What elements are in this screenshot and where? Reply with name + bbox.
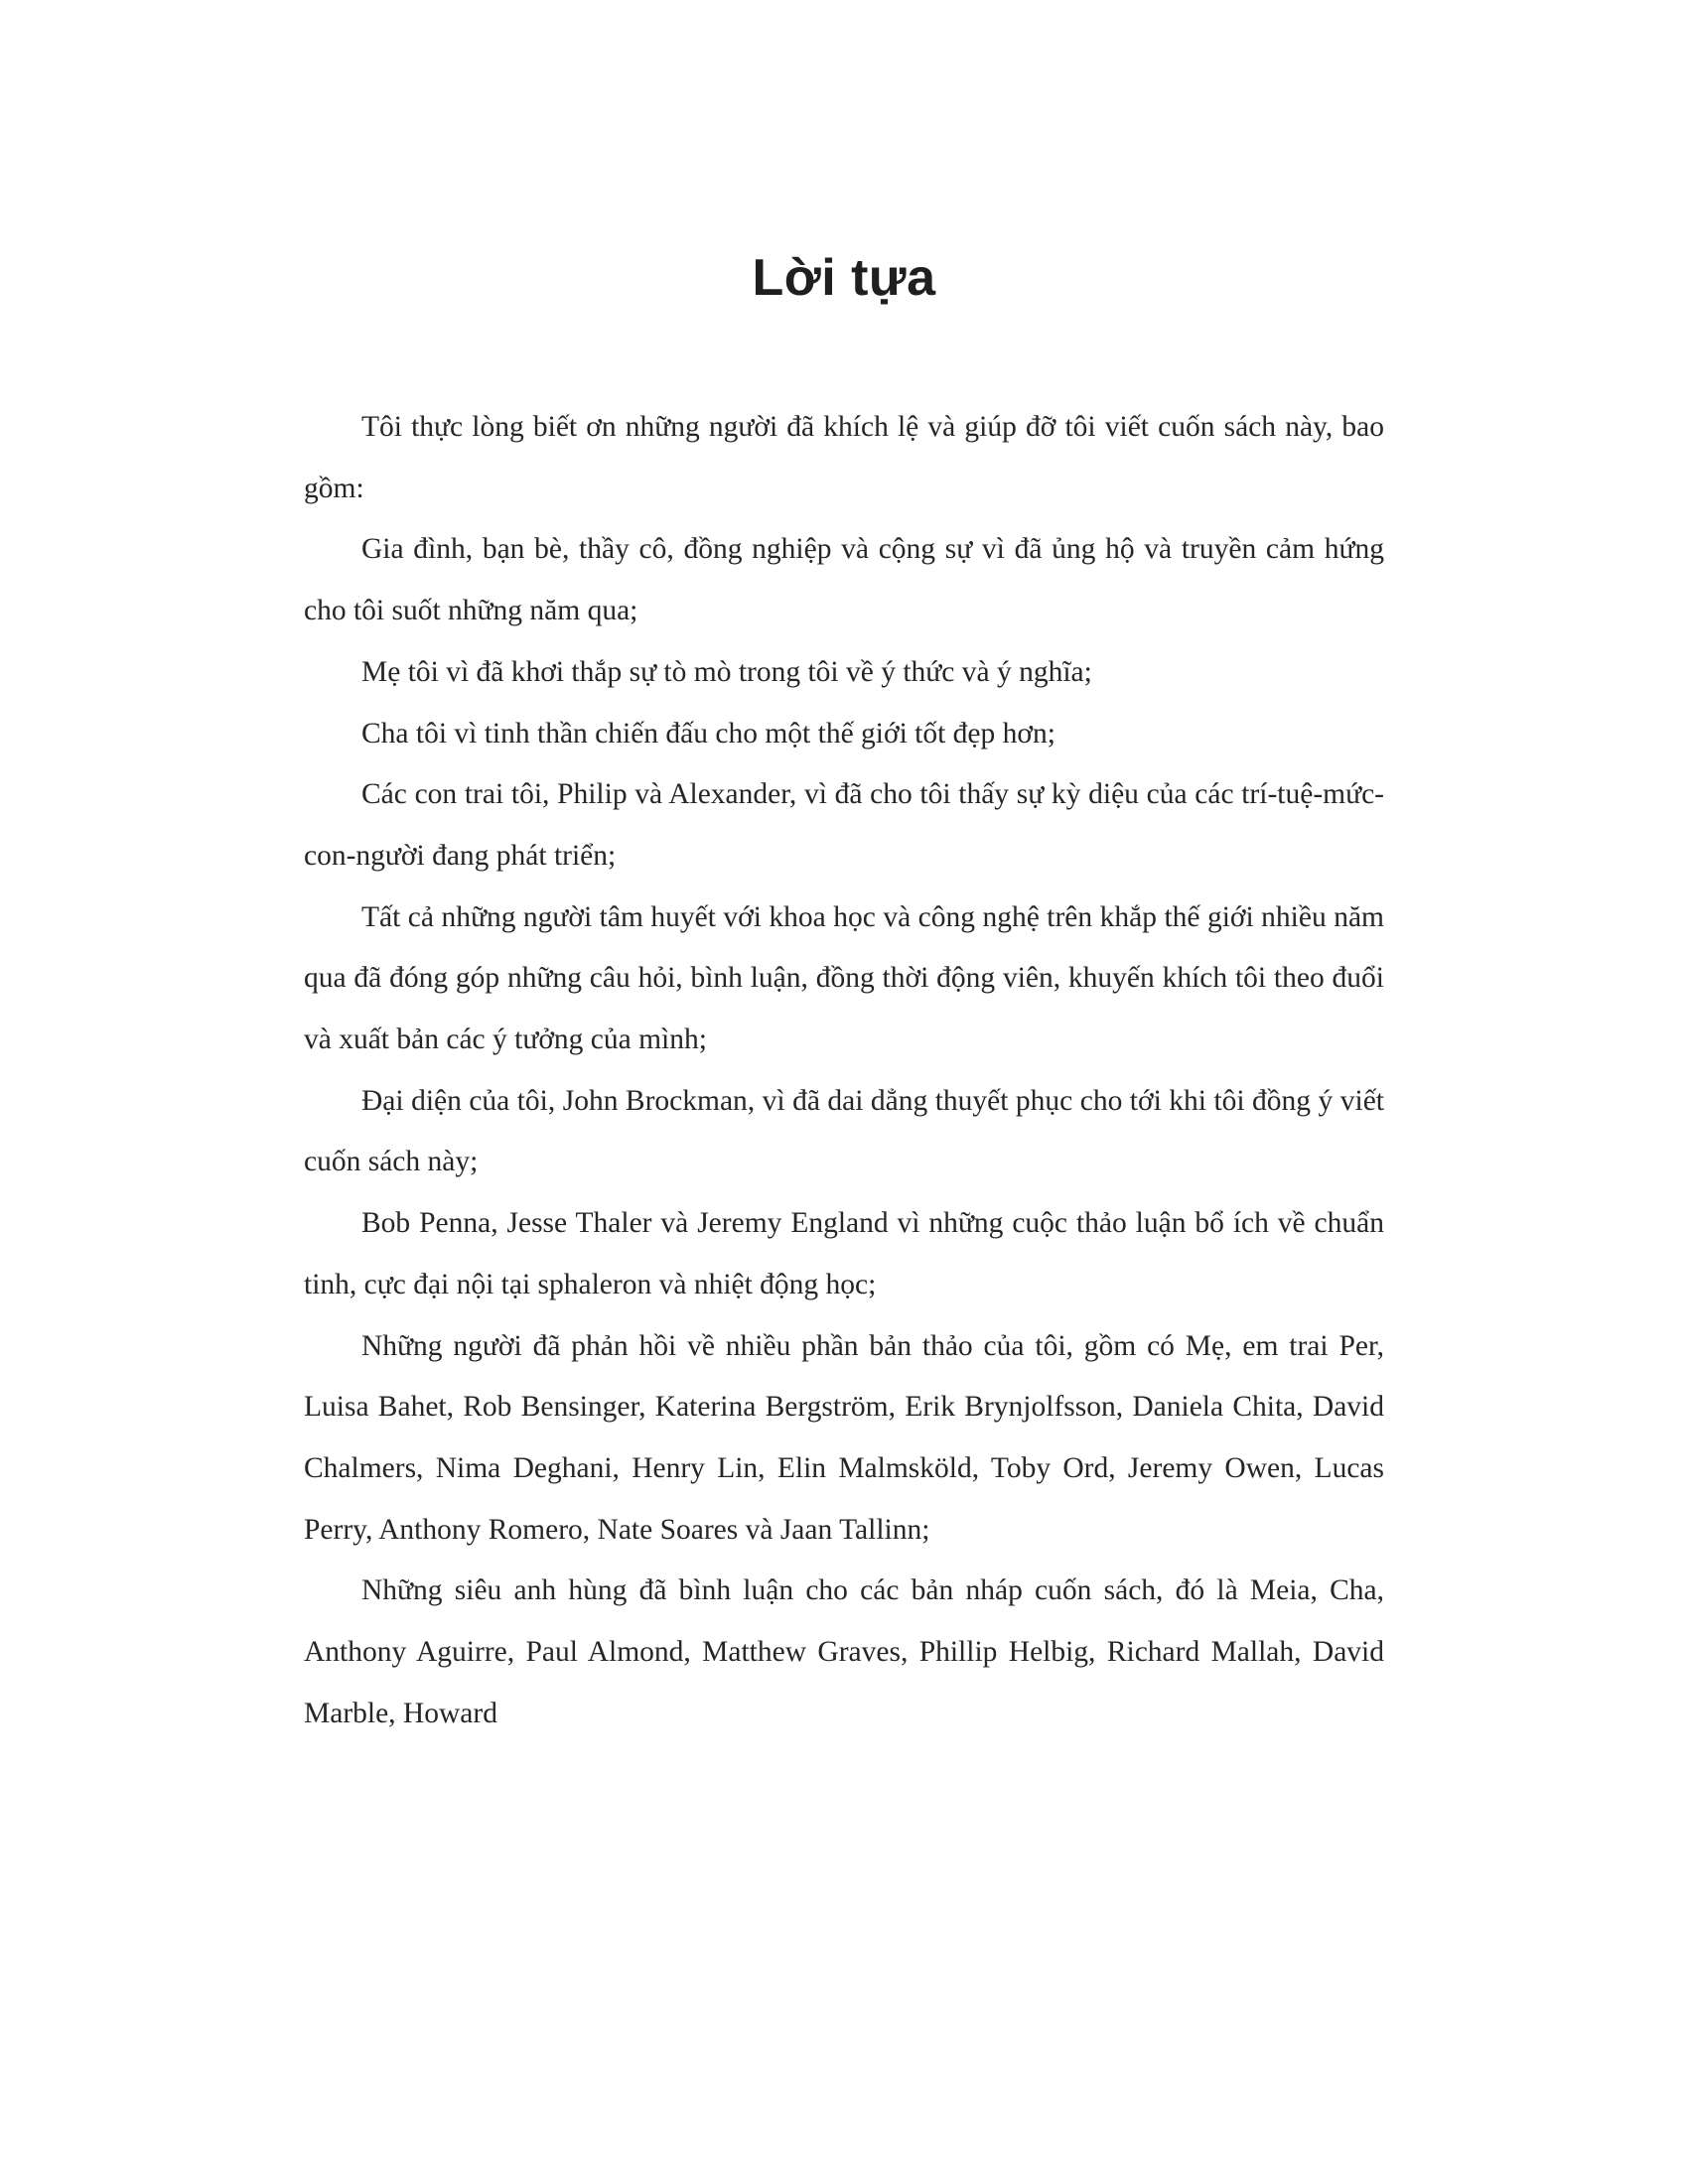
paragraph: Gia đình, bạn bè, thầy cô, đồng nghiệp và cộng sự vì đã ủng hộ và truyền cảm hứng cho tôi suốt những năm qua; [304, 533, 1384, 627]
paragraph: Đại diện của tôi, John Brockman, vì đã dai dẳng thuyết phục cho tới khi tôi đồng ý viết cuốn sách này; [304, 1084, 1384, 1178]
paragraph: Tất cả những người tâm huyết với khoa học và công nghệ trên khắp thế giới nhiều năm qua đã đóng góp những câu hỏi, bình luận, đồng thời động viên, khuyến khích tôi theo đuổi và xuất bản các ý tưởng của mình; [304, 900, 1384, 1056]
page-title: Lời tựa [752, 249, 936, 307]
paragraph: Mẹ tôi vì đã khơi thắp sự tò mò trong tôi về ý thức và ý nghĩa; [361, 655, 1092, 688]
paragraph: Những siêu anh hùng đã bình luận cho các bản nháp cuốn sách, đó là Meia, Cha, Anthony Aguirre, Paul Almond, Matthew Graves, Phillip Helbig, Richard Mallah, David Marble, Howard [304, 1574, 1384, 1729]
paragraph: Bob Penna, Jesse Thaler và Jeremy England vì những cuộc thảo luận bổ ích về chuẩn tinh, cực đại nội tại sphaleron và nhiệt động học; [304, 1207, 1384, 1300]
paragraph: Các con trai tôi, Philip và Alexander, vì đã cho tôi thấy sự kỳ diệu của các trí-tuệ-mức-con-người đang phát triển; [304, 778, 1384, 872]
page-body [304, 397, 1384, 1744]
paragraph: Tôi thực lòng biết ơn những người đã khích lệ và giúp đỡ tôi viết cuốn sách này, bao gồm: [304, 411, 1384, 504]
paragraph: Những người đã phản hồi về nhiều phần bản thảo của tôi, gồm có Mẹ, em trai Per, Luisa Bahet, Rob Bensinger, Katerina Bergström, Erik Brynjolfsson, Daniela Chita, David Chalmers, Nima Deghani, Henry Lin, Elin Malmsköld, Toby Ord, Jeremy Owen, Lucas Perry, Anthony Romero, Nate Soares và Jaan Tallinn; [304, 1329, 1384, 1546]
paragraph: Cha tôi vì tinh thần chiến đấu cho một thế giới tốt đẹp hơn; [361, 717, 1055, 750]
